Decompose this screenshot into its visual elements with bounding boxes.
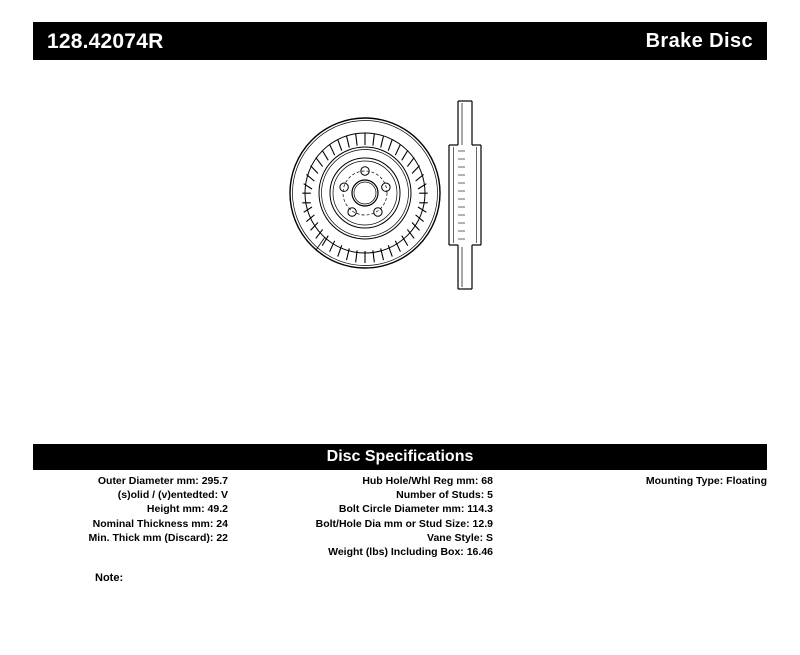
spec-weight-including-box: Weight (lbs) Including Box: 16.46 — [328, 546, 493, 559]
spec-nominal-thickness: Nominal Thickness mm: 24 — [92, 517, 228, 530]
rotor-side-view — [449, 101, 481, 289]
spec-outer-diameter: Outer Diameter mm: 295.7 — [97, 475, 228, 487]
spec-column-2 — [243, 474, 493, 559]
stud-holes — [340, 167, 390, 216]
spec-min-thickness-discard: Min. Thick mm (Discard): 22 — [88, 531, 228, 544]
brake-rotor-technical-drawing — [250, 85, 570, 305]
spec-bolt-circle-diameter: Bolt Circle Diameter mm: 114.3 — [338, 503, 493, 516]
spec-hub-hole: Hub Hole/Whl Reg mm: 68 — [362, 475, 493, 487]
part-number: 128.42074R — [47, 29, 164, 53]
spec-column-1 — [33, 474, 228, 545]
spec-mounting-type: Mounting Type: Floating — [645, 475, 767, 487]
spec-height: Height mm: 49.2 — [146, 503, 228, 516]
spec-number-of-studs: Number of Studs: 5 — [396, 489, 493, 502]
specifications-grid — [33, 474, 767, 574]
disc-specifications-title: Disc Specifications — [326, 448, 474, 465]
spec-bolt-hole-dia: Bolt/Hole Dia mm or Stud Size: 12.9 — [315, 517, 493, 530]
spec-solid-vented: (s)olid / (v)entedted: V — [117, 489, 228, 502]
disc-specifications-bar — [33, 444, 767, 470]
product-type-label: Brake Disc — [645, 30, 753, 52]
spec-column-3 — [513, 474, 767, 488]
spec-vane-style: Vane Style: S — [427, 531, 493, 544]
header-bar — [33, 22, 767, 60]
note-label: Note: — [95, 572, 124, 584]
